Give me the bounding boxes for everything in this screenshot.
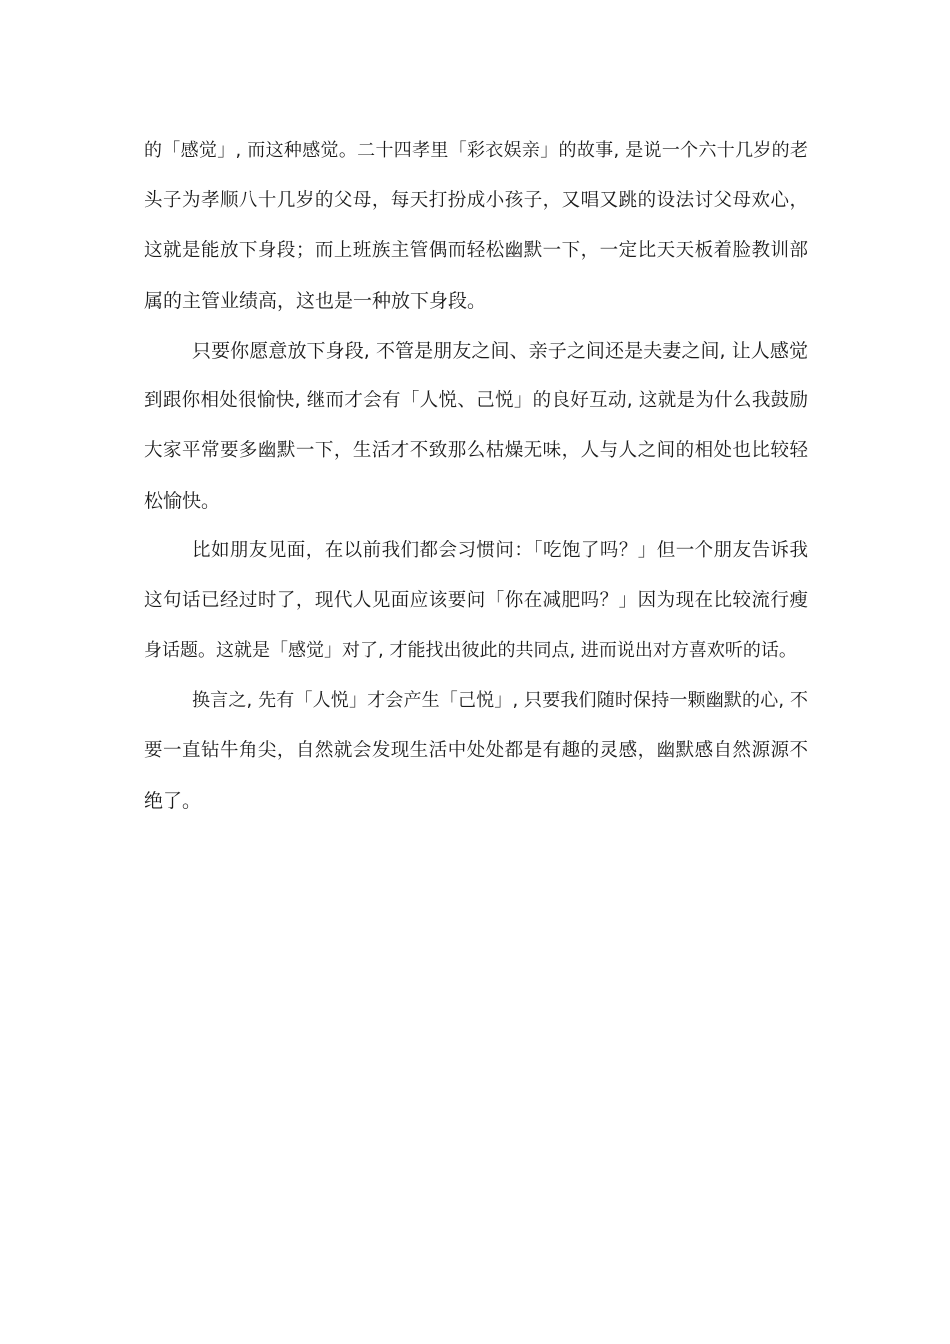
text-line: 大家平常要多幽默一下，生活才不致那么枯燥无味，人与人之间的相处也比较轻 — [144, 440, 808, 461]
text-line: 身话题。这就是「感觉」对了, 才能找出彼此的共同点, 进而说出对方喜欢听的话。 — [144, 640, 797, 661]
text-line: 只要你愿意放下身段, 不管是朋友之间、亲子之间还是夫妻之间, 让人感觉 — [192, 340, 808, 362]
paragraph-1 — [144, 126, 808, 326]
document-body — [144, 126, 808, 826]
text-line: 换言之, 先有「人悦」才会产生「己悦」, 只要我们随时保持一颗幽默的心, 不 — [192, 690, 808, 711]
paragraph-4 — [144, 676, 808, 826]
text-line: 比如朋友见面，在以前我们都会习惯问：「吃饱了吗？」但一个朋友告诉我 — [192, 540, 808, 561]
text-line: 这就是能放下身段；而上班族主管偶而轻松幽默一下，一定比天天板着脸教训部 — [144, 240, 808, 261]
text-line: 这句话已经过时了，现代人见面应该要问「你在减肥吗？」因为现在比较流行瘦 — [144, 590, 808, 611]
text-line: 松愉快。 — [144, 490, 221, 512]
paragraph-3 — [144, 526, 808, 676]
paragraph-2 — [144, 326, 808, 526]
text-line: 绝了。 — [144, 790, 202, 812]
text-line: 头子为孝顺八十几岁的父母，每天打扮成小孩子，又唱又跳的设法讨父母欢心， — [144, 190, 808, 211]
text-line: 要一直钻牛角尖，自然就会发现生活中处处都是有趣的灵感，幽默感自然源源不 — [144, 740, 808, 761]
text-line: 属的主管业绩高，这也是一种放下身段。 — [144, 290, 487, 312]
text-line: 到跟你相处很愉快, 继而才会有「人悦、己悦」的良好互动, 这就是为什么我鼓励 — [144, 390, 808, 411]
text-line: 的「感觉」, 而这种感觉。二十四孝里「彩衣娱亲」的故事, 是说一个六十几岁的老 — [144, 140, 808, 161]
